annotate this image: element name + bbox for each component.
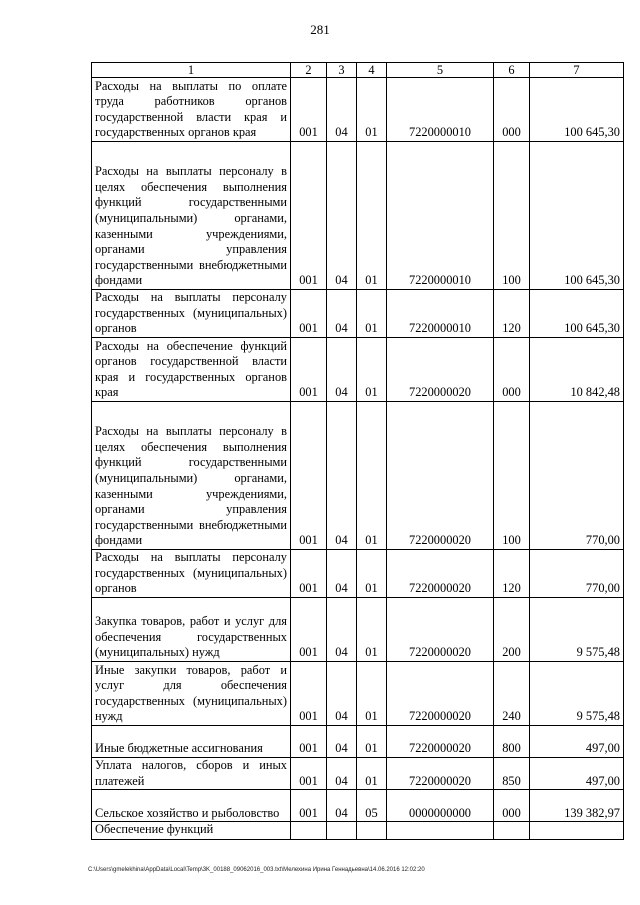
row-expense-type: 120 <box>494 290 530 338</box>
row-expense-type: 000 <box>494 338 530 402</box>
column-header: 2 <box>291 63 327 78</box>
row-description: Расходы на выплаты персоналу государственных (муниципальных) органов <box>92 290 291 338</box>
row-amount: 100 645,30 <box>530 78 624 142</box>
row-code-2: 001 <box>291 142 327 290</box>
row-code-4: 01 <box>357 402 387 550</box>
row-code-2: 001 <box>291 790 327 822</box>
row-code-4: 01 <box>357 142 387 290</box>
row-code-3: 04 <box>327 290 357 338</box>
row-target-article: 7220000010 <box>387 78 494 142</box>
row-code-2: 001 <box>291 598 327 662</box>
row-code-3: 04 <box>327 78 357 142</box>
row-amount: 9 575,48 <box>530 662 624 726</box>
row-code-4: 01 <box>357 598 387 662</box>
row-code-3: 04 <box>327 550 357 598</box>
row-code-2 <box>291 822 327 840</box>
row-code-2: 001 <box>291 290 327 338</box>
row-code-4: 01 <box>357 662 387 726</box>
row-target-article: 7220000020 <box>387 338 494 402</box>
row-target-article: 7220000010 <box>387 142 494 290</box>
table-row <box>92 758 624 790</box>
row-amount: 9 575,48 <box>530 598 624 662</box>
column-header: 1 <box>92 63 291 78</box>
header-row <box>92 63 624 78</box>
column-header: 4 <box>357 63 387 78</box>
row-amount <box>530 822 624 840</box>
row-code-4: 01 <box>357 290 387 338</box>
row-description: Расходы на выплаты по оплате труда работников органов государственной власти края и государственных органов края <box>92 78 291 142</box>
table-row <box>92 662 624 726</box>
row-code-2: 001 <box>291 338 327 402</box>
row-expense-type: 240 <box>494 662 530 726</box>
row-code-4: 01 <box>357 550 387 598</box>
column-header: 5 <box>387 63 494 78</box>
file-path-footer: C:\Users\gmelekhina\AppData\Local\Temp\3K_00188_09062016_003.txt\Мелехина Ирина Геннадьевна\14.06.2016 12:02:20 <box>88 867 425 873</box>
row-code-2: 001 <box>291 550 327 598</box>
row-amount: 770,00 <box>530 402 624 550</box>
row-target-article: 7220000020 <box>387 550 494 598</box>
table-row <box>92 142 624 290</box>
row-target-article: 7220000020 <box>387 598 494 662</box>
row-amount: 100 645,30 <box>530 290 624 338</box>
row-description: Иные бюджетные ассигнования <box>92 726 291 758</box>
column-header: 3 <box>327 63 357 78</box>
row-code-3: 04 <box>327 726 357 758</box>
row-code-3: 04 <box>327 598 357 662</box>
row-code-3: 04 <box>327 402 357 550</box>
row-code-2: 001 <box>291 662 327 726</box>
row-code-2: 001 <box>291 726 327 758</box>
column-header: 6 <box>494 63 530 78</box>
row-description: Обеспечение функций <box>92 822 291 840</box>
table-row <box>92 402 624 550</box>
row-code-3: 04 <box>327 758 357 790</box>
table-row <box>92 598 624 662</box>
row-description: Расходы на выплаты персоналу в целях обеспечения выполнения функций государственными (муниципальными) органами, казенными учреждениями, органами управления государственными внебюджетными фондами <box>92 142 291 290</box>
row-amount: 139 382,97 <box>530 790 624 822</box>
table-row <box>92 290 624 338</box>
row-code-4: 01 <box>357 338 387 402</box>
row-code-4 <box>357 822 387 840</box>
row-expense-type: 200 <box>494 598 530 662</box>
row-expense-type <box>494 822 530 840</box>
row-amount: 497,00 <box>530 758 624 790</box>
row-target-article <box>387 822 494 840</box>
row-code-3: 04 <box>327 790 357 822</box>
table-row <box>92 822 624 840</box>
budget-table <box>91 62 624 840</box>
row-code-3: 04 <box>327 662 357 726</box>
row-code-3 <box>327 822 357 840</box>
row-code-4: 01 <box>357 78 387 142</box>
row-description: Расходы на выплаты персоналу в целях обеспечения выполнения функций государственными (муниципальными) органами, казенными учреждениями, органами управления государственными внебюджетными фондами <box>92 402 291 550</box>
row-description: Закупка товаров, работ и услуг для обеспечения государственных (муниципальных) нужд <box>92 598 291 662</box>
row-code-4: 01 <box>357 758 387 790</box>
row-code-4: 05 <box>357 790 387 822</box>
row-amount: 770,00 <box>530 550 624 598</box>
row-code-2: 001 <box>291 758 327 790</box>
row-expense-type: 120 <box>494 550 530 598</box>
row-description: Сельское хозяйство и рыболовство <box>92 790 291 822</box>
row-expense-type: 000 <box>494 78 530 142</box>
table-row <box>92 726 624 758</box>
row-code-2: 001 <box>291 78 327 142</box>
row-code-2: 001 <box>291 402 327 550</box>
page-number: 281 <box>310 22 330 37</box>
row-code-4: 01 <box>357 726 387 758</box>
row-target-article: 7220000020 <box>387 758 494 790</box>
row-expense-type: 100 <box>494 402 530 550</box>
row-target-article: 0000000000 <box>387 790 494 822</box>
row-amount: 10 842,48 <box>530 338 624 402</box>
table-row <box>92 790 624 822</box>
table-row <box>92 78 624 142</box>
row-description: Расходы на обеспечение функций органов государственной власти края и государственных органов края <box>92 338 291 402</box>
row-expense-type: 000 <box>494 790 530 822</box>
row-description: Уплата налогов, сборов и иных платежей <box>92 758 291 790</box>
row-description: Иные закупки товаров, работ и услуг для обеспечения государственных (муниципальных) нужд <box>92 662 291 726</box>
table-row <box>92 550 624 598</box>
table-row <box>92 338 624 402</box>
row-target-article: 7220000020 <box>387 726 494 758</box>
row-amount: 100 645,30 <box>530 142 624 290</box>
row-target-article: 7220000010 <box>387 290 494 338</box>
row-target-article: 7220000020 <box>387 402 494 550</box>
column-header: 7 <box>530 63 624 78</box>
row-code-3: 04 <box>327 142 357 290</box>
row-description: Расходы на выплаты персоналу государственных (муниципальных) органов <box>92 550 291 598</box>
row-code-3: 04 <box>327 338 357 402</box>
row-amount: 497,00 <box>530 726 624 758</box>
row-target-article: 7220000020 <box>387 662 494 726</box>
row-expense-type: 850 <box>494 758 530 790</box>
row-expense-type: 800 <box>494 726 530 758</box>
row-expense-type: 100 <box>494 142 530 290</box>
